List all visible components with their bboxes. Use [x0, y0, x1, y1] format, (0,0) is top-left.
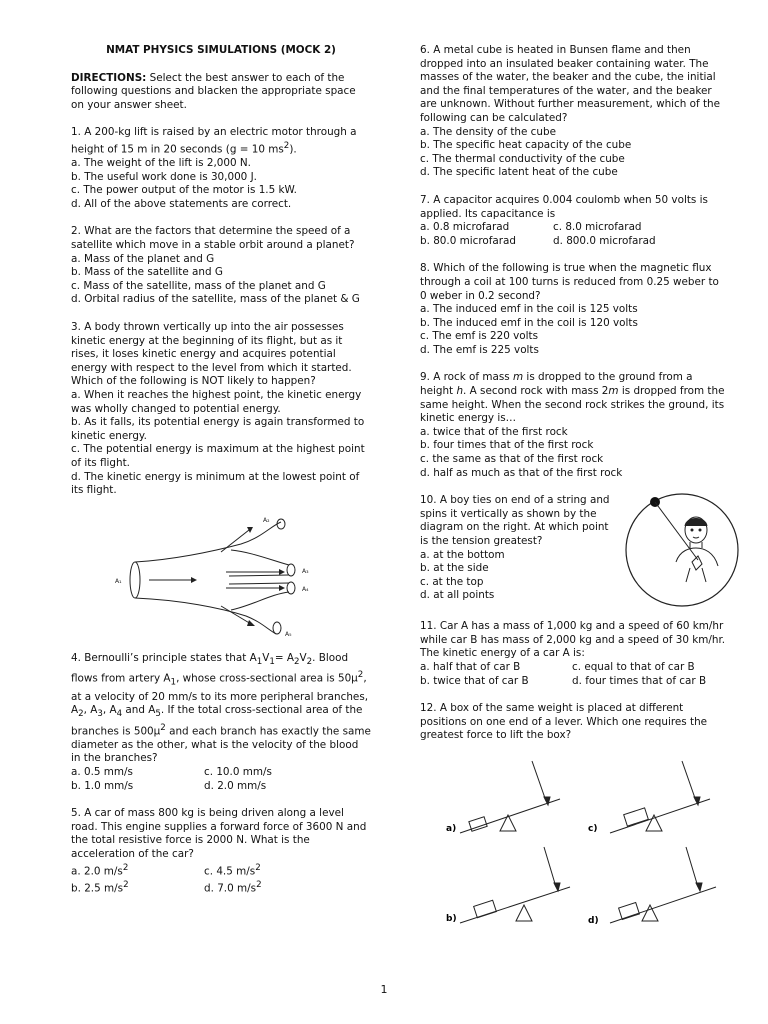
q4-sub-5: 1: [170, 677, 177, 688]
q2-stem: 2. What are the factors that determine the speed of a satellite which move in a stable orbit around a planet?: [71, 225, 355, 251]
lever-option-d: [610, 847, 716, 923]
q1-stem-end: ).: [289, 143, 297, 156]
question-4: [71, 652, 371, 794]
question-2: [71, 225, 371, 307]
label-a4: A₄: [302, 585, 309, 593]
q8-choice-c: c. The emf is 220 volts: [420, 330, 539, 343]
q1-stem-text: 1. A 200-kg lift is raised by an electric motor through a height of 15 m in 20 seconds (g = 10 ms: [71, 126, 357, 156]
arrowhead-2: [247, 527, 253, 533]
q11-choice-d: d. four times that of car B: [572, 674, 707, 687]
q4-sub-6: 2: [78, 709, 84, 720]
q7-stem: 7. A capacitor acquires 0.004 coulomb when 50 volts is applied. Its capacitance is: [420, 193, 708, 220]
q9-text-1: 9. A rock of mass: [420, 371, 513, 384]
q2-choice-d: d. Orbital radius of the satellite, mass of the planet & G: [71, 293, 360, 306]
label-option-d: d): [588, 915, 599, 926]
question-1-stem: [71, 126, 371, 157]
q4-text-4: V: [299, 651, 307, 664]
q9-choice-c: c. the same as that of the first rock: [420, 453, 604, 466]
q3-choice-b: b. As it falls, its potential energy is again transformed to kinetic energy.: [71, 416, 365, 442]
q9-text-2: is dropped to the ground from a height: [420, 371, 693, 398]
branch-opening-a3: [287, 564, 295, 576]
left-column: [71, 44, 371, 910]
lever-option-b: [460, 847, 570, 923]
boy-figure: [676, 517, 718, 582]
q6-choice-c: c. The thermal conductivity of the cube: [420, 152, 625, 165]
q1-stem-sup: 2: [283, 140, 290, 151]
q9-choice-d: d. half as much as that of the first rock: [420, 466, 623, 479]
q10-text-block: [420, 494, 612, 603]
q11-stem: 11. Car A has a mass of 1,000 kg and a speed of 60 km/hr while car B has mass of 2,000 kg and a speed of 30 km/hr. The kinetic energy of a car A is:: [420, 620, 726, 660]
q9-choice-b: b. four times that of the first rock: [420, 439, 594, 452]
q11-choice-a: a. half that of car B: [420, 661, 521, 673]
q4-choice-d: d. 2.0 mm/s: [204, 779, 267, 792]
label-option-b: b): [446, 913, 457, 924]
q10-choice-b: b. at the side: [420, 562, 489, 575]
label-a1: A₁: [115, 577, 122, 585]
q4-sup-1: 2: [357, 670, 364, 681]
artery-opening: [130, 562, 140, 598]
question-3: [71, 321, 371, 498]
q4-choice-b: b. 1.0 mm/s: [71, 779, 134, 792]
label-a3: A₃: [302, 567, 309, 575]
question-11: [420, 620, 726, 688]
q9-stem: [420, 371, 726, 425]
q1-choice-a: a. The weight of the lift is 2,000 N.: [71, 157, 251, 170]
q4-sub-9: 5: [155, 709, 161, 720]
page-number: 1: [380, 983, 388, 996]
q2-choice-a: a. Mass of the planet and G: [71, 252, 215, 265]
q4-sub-1: 1: [256, 656, 263, 667]
q6-choice-a: a. The density of the cube: [420, 125, 556, 138]
question-8: [420, 262, 726, 357]
label-a2: A₂: [263, 516, 270, 524]
q5-choice-c: [204, 862, 371, 879]
q7-choice-c: c. 8.0 microfarad: [553, 221, 642, 234]
q1-choice-c: c. The power output of the motor is 1.5 kW.: [71, 184, 297, 197]
q3-stem: 3. A body thrown vertically up into the air possesses kinetic energy at the beginning of its flight, but as it rises, it loses kinetic energy and acquires potential energy with respect to the level from which it started. Which of the following is NOT likely to happen?: [71, 320, 352, 388]
q4-text-5: . Blood flows from artery A: [71, 651, 349, 685]
arrowhead-5: [247, 620, 255, 626]
question-6: [420, 44, 726, 180]
q4-sub-7: 3: [97, 709, 103, 720]
q7-choice-a: a. 0.8 microfarad: [420, 221, 510, 234]
blood-vessel-diagram: [71, 512, 371, 638]
lever-option-a: [460, 761, 560, 833]
arrowhead-4: [279, 585, 285, 591]
q4-stem: [71, 652, 371, 766]
q5-c-text: c. 4.5 m/s: [204, 865, 256, 878]
q4-sub-4: 2: [306, 656, 313, 667]
q8-choice-d: d. The emf is 225 volts: [420, 343, 539, 356]
spinning-string-diagram: [620, 490, 740, 610]
q5-choice-b: [71, 879, 204, 896]
q9-var-m: m: [513, 371, 524, 384]
question-12: [420, 702, 726, 943]
q4-choice-c: c. 10.0 mm/s: [204, 766, 272, 779]
q5-b-sup: 2: [123, 879, 129, 890]
q3-choice-d: d. The kinetic energy is minimum at the lowest point of its flight.: [71, 470, 360, 497]
q3-choice-a: a. When it reaches the highest point, the kinetic energy was wholly changed to potential energy.: [71, 388, 362, 415]
q11-choice-c: c. equal to that of car B: [572, 661, 695, 673]
q10-choice-a: a. at the bottom: [420, 548, 505, 561]
right-column: [420, 44, 726, 957]
q2-choice-c: c. Mass of the satellite, mass of the planet and G: [71, 279, 326, 292]
directions: [71, 72, 371, 113]
question-1: [71, 126, 371, 211]
vessel-outline: [135, 522, 289, 634]
q5-choice-a: [71, 862, 204, 879]
q4-text-2: V: [262, 651, 270, 664]
arrowhead-3: [279, 569, 285, 575]
question-7: [420, 194, 726, 248]
page-title: NMAT PHYSICS SIMULATIONS (MOCK 2): [106, 44, 336, 56]
label-option-a: a): [446, 823, 457, 834]
q4-sub-2: 1: [269, 656, 275, 667]
q4-choices: [71, 766, 371, 793]
q8-choice-a: a. The induced emf in the coil is 125 volts: [420, 303, 638, 316]
directions-text: Select the best answer to each of the following questions and blacken the appropriate space on your answer sheet.: [71, 71, 356, 111]
label-option-c: c): [588, 823, 598, 834]
q8-stem: 8. Which of the following is true when the magnetic flux through a coil at 100 turns is reduced from 0.25 weber to 0 weber in 0.2 second?: [420, 262, 719, 302]
q9-text-4: is dropped from the same height. When the second rock strikes the ground, its kinetic energy is…: [420, 385, 725, 425]
q4-text-1: 4. Bernoulli’s principle states that A: [71, 651, 257, 664]
q6-choice-b: b. The specific heat capacity of the cube: [420, 139, 632, 152]
q1-choice-b: b. The useful work done is 30,000 J.: [71, 170, 257, 183]
q4-sub-3: 2: [293, 656, 300, 667]
q7-choice-b: b. 80.0 microfarad: [420, 234, 517, 247]
q10-choice-d: d. at all points: [420, 589, 495, 602]
q4-text-9: , A: [102, 704, 117, 717]
label-a5: A₅: [285, 630, 292, 638]
lever-option-c: [610, 761, 710, 833]
q4-text-10: and A: [122, 704, 156, 717]
q4-choice-a: a. 0.5 mm/s: [71, 766, 133, 779]
branch-opening-a2: [277, 519, 285, 529]
q4-text-7: , at a velocity of 20 mm/s to its more peripheral branches, A: [71, 672, 369, 717]
question-10: [420, 494, 726, 606]
q12-stem: 12. A box of the same weight is placed at different positions on one end of a lever. Which one requires the greatest force to lift the box?: [420, 702, 708, 742]
q7-choice-d: d. 800.0 microfarad: [553, 234, 656, 247]
q4-text-8: , A: [83, 704, 98, 717]
q9-choice-a: a. twice that of the first rock: [420, 425, 568, 438]
q10-choice-c: c. at the top: [420, 575, 484, 588]
q5-stem: 5. A car of mass 800 kg is being driven along a level road. This engine supplies a forward force of 3600 N and the total resistive force is 2000 N. What is the acceleration of the car?: [71, 807, 367, 860]
q1-choice-d: d. All of the above statements are correct.: [71, 197, 292, 210]
q4-text-6: , whose cross-sectional area is 50µ: [176, 672, 358, 685]
q6-choice-d: d. The specific latent heat of the cube: [420, 166, 618, 179]
arrowhead-1: [191, 577, 197, 583]
q11-choice-b: b. twice that of car B: [420, 674, 529, 687]
q4-text-12: and each branch has exactly the same diameter as the other, what is the velocity of the blood in the branches?: [71, 725, 371, 765]
q4-text-11: . If the total cross-sectional area of the branches is 500µ: [71, 704, 363, 738]
q4-sub-8: 4: [116, 709, 123, 720]
q4-text-3: = A: [274, 651, 294, 664]
q5-a-text: a. 2.0 m/s: [71, 865, 123, 878]
q4-sup-2: 2: [160, 722, 166, 733]
q10-stem: 10. A boy ties on end of a string and spins it vertically as shown by the diagram on the right. At which point is the tension greatest?: [420, 494, 610, 547]
q5-d-sup: 2: [256, 879, 262, 890]
q5-d-text: d. 7.0 m/s: [204, 882, 257, 895]
q2-choice-b: b. Mass of the satellite and G: [71, 266, 223, 279]
q9-text-3: . A second rock with mass 2: [463, 385, 609, 398]
arrow-line-2: [221, 530, 249, 552]
q9-var-h: h: [456, 385, 464, 398]
q5-c-sup: 2: [255, 862, 261, 873]
lever-diagrams: [420, 753, 726, 943]
q7-choices: [420, 221, 726, 248]
q8-choice-b: b. The induced emf in the coil is 120 volts: [420, 316, 638, 329]
circular-path: [626, 494, 738, 606]
question-9: [420, 371, 726, 480]
q5-choice-d: [204, 879, 371, 896]
branch-opening-a4: [287, 582, 295, 594]
q6-stem: 6. A metal cube is heated in Bunsen flame and then dropped into an insulated beaker containing water. The masses of the water, the beaker and the cube, the initial and the final temperatures of the water, and the beaker are unknown. Without further measurement, which of the following can be calculated?: [420, 44, 721, 124]
q5-choices: [71, 862, 371, 896]
q3-choice-c: c. The potential energy is maximum at the highest point of its flight.: [71, 443, 365, 469]
q5-b-text: b. 2.5 m/s: [71, 882, 124, 895]
q5-a-sup: 2: [122, 862, 129, 873]
branch-opening-a5: [273, 622, 281, 634]
directions-label: DIRECTIONS:: [71, 71, 147, 84]
question-5: [71, 807, 371, 896]
q11-choices: [420, 661, 726, 688]
q9-var-m2: m: [608, 385, 619, 398]
